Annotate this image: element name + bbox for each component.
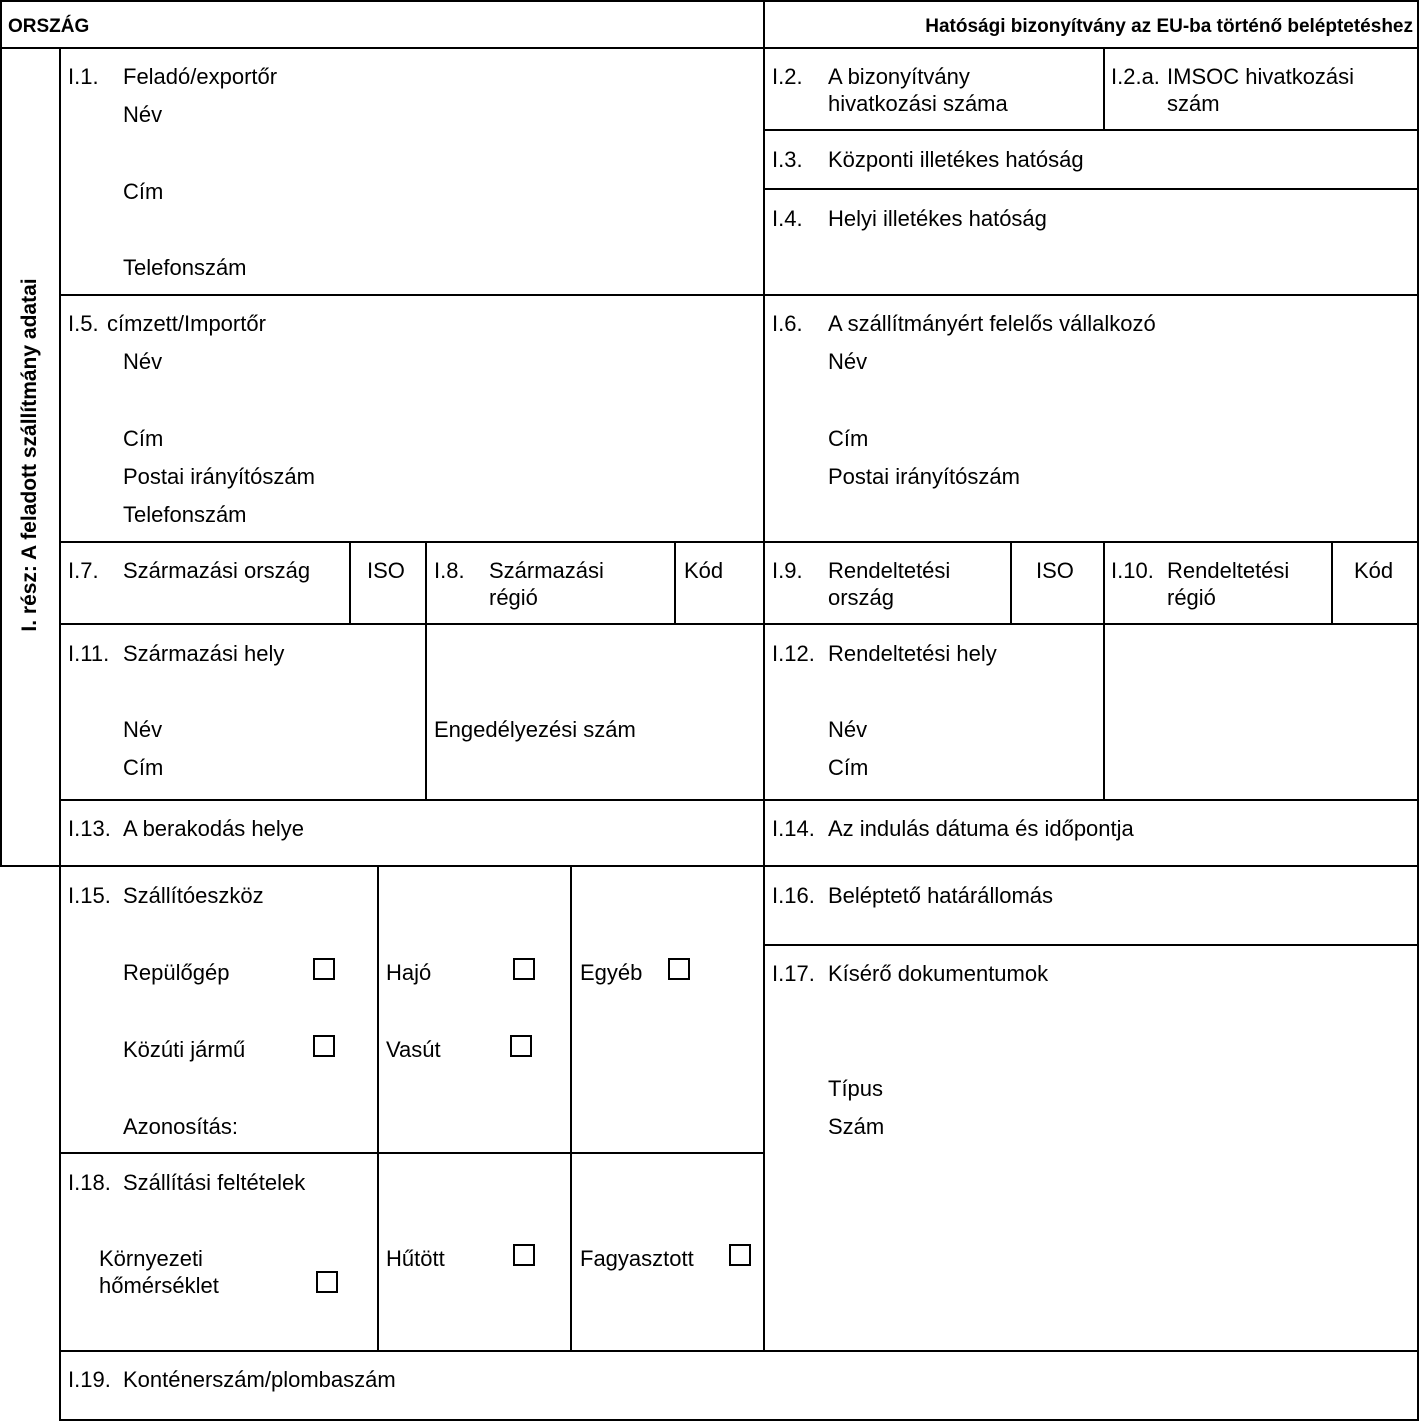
transport-means-title: Szállítóeszköz: [123, 883, 264, 908]
ambient-label-line2: hőmérséklet: [99, 1273, 219, 1298]
consignor-title: Feladó/exportőr: [123, 64, 278, 89]
destination-country-iso-label[interactable]: ISO: [1036, 558, 1074, 583]
accompanying-documents-title: Kísérő dokumentumok: [828, 961, 1049, 986]
ambient-checkbox[interactable]: [316, 1271, 338, 1293]
destination-address-label[interactable]: Cím: [828, 755, 869, 780]
place-of-dispatch-title: Származási hely: [123, 641, 285, 666]
origin-region-code-label[interactable]: Kód: [684, 558, 724, 583]
container-seal-title[interactable]: Konténerszám/plombaszám: [123, 1367, 396, 1392]
destination-region-code-label[interactable]: Kód: [1354, 558, 1394, 583]
approval-number-label[interactable]: Engedélyezési szám: [434, 717, 636, 742]
origin-region-title-line1[interactable]: Származási: [489, 558, 604, 583]
destination-country-title-line1[interactable]: Rendeltetési: [828, 558, 951, 583]
consignee-address-label[interactable]: Cím: [123, 426, 164, 451]
consignee-phone-label[interactable]: Telefonszám: [123, 502, 247, 527]
airplane-label: Repülőgép: [123, 960, 230, 985]
consignor-name-label[interactable]: Név: [123, 102, 163, 127]
certificate-reference-title-line2: hivatkozási száma: [828, 91, 1008, 116]
box-number: I.19.: [68, 1367, 111, 1392]
transport-conditions-title: Szállítási feltételek: [123, 1170, 306, 1195]
chilled-label: Hűtött: [386, 1246, 445, 1271]
box-number: I.2.: [772, 64, 803, 89]
place-of-loading-title[interactable]: A berakodás helye: [123, 816, 305, 841]
other-transport-checkbox[interactable]: [668, 958, 690, 980]
destination-country-title-line2: ország: [828, 585, 895, 610]
box-number: I.16.: [772, 883, 815, 908]
road-vehicle-checkbox[interactable]: [313, 1035, 335, 1057]
origin-region-title-line2: régió: [489, 585, 538, 610]
ambient-label-line1: Környezeti: [99, 1246, 203, 1271]
document-type-label[interactable]: Típus: [828, 1076, 884, 1101]
box-number: I.2.a.: [1111, 64, 1160, 89]
ship-checkbox[interactable]: [513, 958, 535, 980]
imsoc-reference-title-line2: szám: [1167, 91, 1220, 116]
frozen-label: Fagyasztott: [580, 1246, 694, 1271]
box-number: I.4.: [772, 206, 803, 231]
airplane-checkbox[interactable]: [313, 958, 335, 980]
country-label: ORSZÁG: [8, 16, 90, 37]
consignor-phone-label[interactable]: Telefonszám: [123, 255, 247, 280]
consignee-postal-label[interactable]: Postai irányítószám: [123, 464, 315, 489]
identification-label[interactable]: Azonosítás:: [123, 1114, 238, 1139]
rail-checkbox[interactable]: [510, 1035, 532, 1057]
entry-border-post-title[interactable]: Beléptető határállomás: [828, 883, 1054, 908]
departure-datetime-title[interactable]: Az indulás dátuma és időpontja: [828, 816, 1134, 841]
dispatch-address-label[interactable]: Cím: [123, 755, 164, 780]
rail-label: Vasút: [386, 1037, 441, 1062]
chilled-checkbox[interactable]: [513, 1244, 535, 1266]
box-number: I.10.: [1111, 558, 1154, 583]
consignor-address-label[interactable]: Cím: [123, 179, 164, 204]
frozen-checkbox[interactable]: [729, 1244, 751, 1266]
central-authority-title: Központi illetékes hatóság: [828, 147, 1084, 172]
local-authority-title: Helyi illetékes hatóság: [828, 206, 1047, 231]
consignee-name-label[interactable]: Név: [123, 349, 163, 374]
destination-name-label[interactable]: Név: [828, 717, 868, 742]
box-number: I.11.: [68, 641, 110, 666]
place-of-destination-title: Rendeltetési hely: [828, 641, 997, 666]
box-number: I.9.: [772, 558, 803, 583]
certificate-title: Hatósági bizonyítvány az EU-ba történő beléptetéshez: [925, 16, 1413, 37]
box-number: I.8.: [434, 558, 465, 583]
dispatch-name-label[interactable]: Név: [123, 717, 163, 742]
box-number: I.5.: [68, 311, 99, 336]
operator-address-label[interactable]: Cím: [828, 426, 869, 451]
other-transport-label: Egyéb: [580, 960, 643, 985]
box-number: I.13.: [68, 816, 111, 841]
origin-country-title[interactable]: Származási ország: [123, 558, 311, 583]
document-number-label[interactable]: Szám: [828, 1114, 885, 1139]
ship-label: Hajó: [386, 960, 432, 985]
box-number: I.6.: [772, 311, 803, 336]
imsoc-reference-title-line1: IMSOC hivatkozási: [1167, 64, 1355, 89]
destination-region-title-line2: régió: [1167, 585, 1216, 610]
destination-region-title-line1[interactable]: Rendeltetési: [1167, 558, 1290, 583]
box-number: I.12.: [772, 641, 815, 666]
certificate-reference-title-line1: A bizonyítvány: [828, 64, 970, 89]
operator-name-label[interactable]: Név: [828, 349, 868, 374]
consignee-title: címzett/Importőr: [107, 311, 266, 336]
box-number: I.1.: [68, 64, 99, 89]
box-number: I.17.: [772, 961, 815, 986]
box-number: I.3.: [772, 147, 803, 172]
operator-postal-label[interactable]: Postai irányítószám: [828, 464, 1020, 489]
box-number: I.15.: [68, 883, 111, 908]
box-number: I.7.: [68, 558, 99, 583]
part-label: I. rész: A feladott szállítmány adatai: [18, 278, 41, 632]
origin-country-iso-label[interactable]: ISO: [367, 558, 405, 583]
box-number: I.14.: [772, 816, 815, 841]
operator-title: A szállítmányért felelős vállalkozó: [828, 311, 1156, 336]
road-vehicle-label: Közúti jármű: [123, 1037, 246, 1062]
box-number: I.18.: [68, 1170, 111, 1195]
